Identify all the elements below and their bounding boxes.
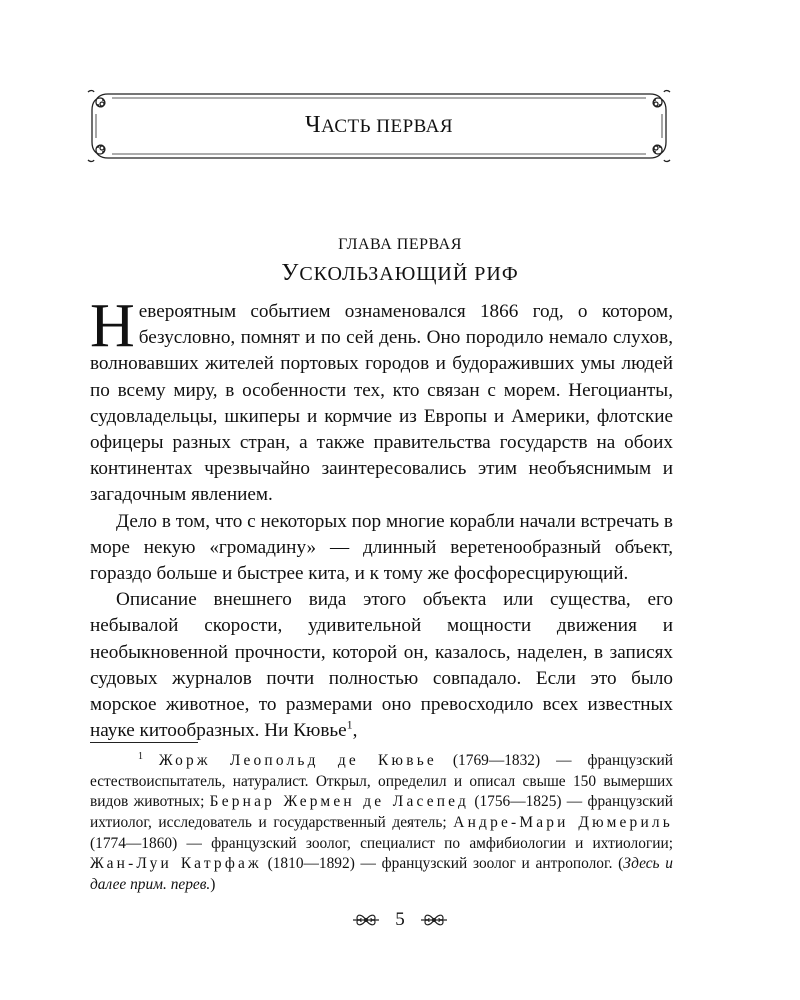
fleuron-left-icon: [351, 910, 381, 930]
footnote-rule: [90, 742, 198, 743]
footnote-name-3: Андре-Мари Дюмериль: [453, 813, 673, 831]
part-title: [86, 112, 672, 139]
page-number: 5: [395, 909, 405, 930]
footnote-text-4: (1810—1892) — французский зоолог и антрополог. (: [261, 855, 624, 873]
paragraph-3: [90, 587, 673, 744]
footnote: [90, 747, 673, 895]
paragraph-3-tail: ,: [352, 720, 358, 742]
drop-cap: Н: [90, 292, 135, 360]
footnote-text-2: (1756—1825) — французский ихтиолог, исследователь и государственный деятель;: [90, 793, 673, 831]
fleuron-right-icon: [419, 910, 449, 930]
paragraph-3-text: Описание внешнего вида этого объекта или существа, его небывалой скорости, удивительной мощности движения и необыкновенной прочности, которой он, казалось, наделен, в записях судовых журналов почти полностью совпадало. Если это было морское животное, то размерами оно превосходило всех известных науке китообразных. Ни Кювье: [90, 589, 673, 742]
paragraph-1: [90, 292, 673, 509]
paragraph-1-text: евероятным событием ознаменовался 1866 год, о котором, безусловно, помнят и по сей день. Оно породило немало слухов, волновавших жителей портовых городов и будораживших умы людей по всему миру, в особенности тех, кто связан с морем. Негоцианты, судовладельцы, шкиперы и кормчие из Европы и Америки, флотские офицеры разных стран, а также правительства государств на обоих континентах чрезвычайно заинтересовались этим необъяснимым и загадочным явлением.: [90, 301, 673, 506]
footnote-italic-note: Здесь и далее прим. перев.: [90, 855, 673, 893]
footnote-close: ): [210, 875, 216, 893]
part-header-frame: [86, 88, 672, 164]
body-text: [90, 292, 673, 744]
page-footer: [0, 908, 800, 932]
chapter-title-initial: У: [281, 260, 300, 286]
footnote-name-2: Бернар Жермен де Ласепед: [209, 793, 470, 811]
paragraph-2: Дело в том, что с некоторых пор многие корабли начали встречать в море некую «громадину» — длинный веретенообразный объект, гораздо больше и быстрее кита, и к тому же фосфоресцирующий.: [90, 510, 673, 585]
footnote-name-1: Жорж Леопольд де Кювье: [158, 752, 437, 770]
chapter-title-rest: СКОЛЬЗАЮЩИЙ РИФ: [299, 263, 519, 285]
chapter-label: ГЛАВА ПЕРВАЯ: [338, 236, 462, 253]
footnote-ref[interactable]: 1: [346, 717, 353, 732]
part-title-rest: АСТЬ ПЕРВАЯ: [321, 116, 454, 137]
footnote-text-3: (1774—1860) — французский зоолог, специалист по амфибиологии и ихтиологии;: [90, 834, 673, 852]
footnote-text-1: (1769—1832) — французский естествоиспытатель, натуралист. Открыл, определил и описал свыше 150 вымерших видов животных;: [90, 752, 674, 811]
part-title-initial: Ч: [304, 112, 322, 138]
chapter-title: [0, 260, 800, 287]
footnote-name-4: Жан-Луи Катрфаж: [90, 855, 262, 873]
footnote-marker: 1: [137, 751, 143, 762]
